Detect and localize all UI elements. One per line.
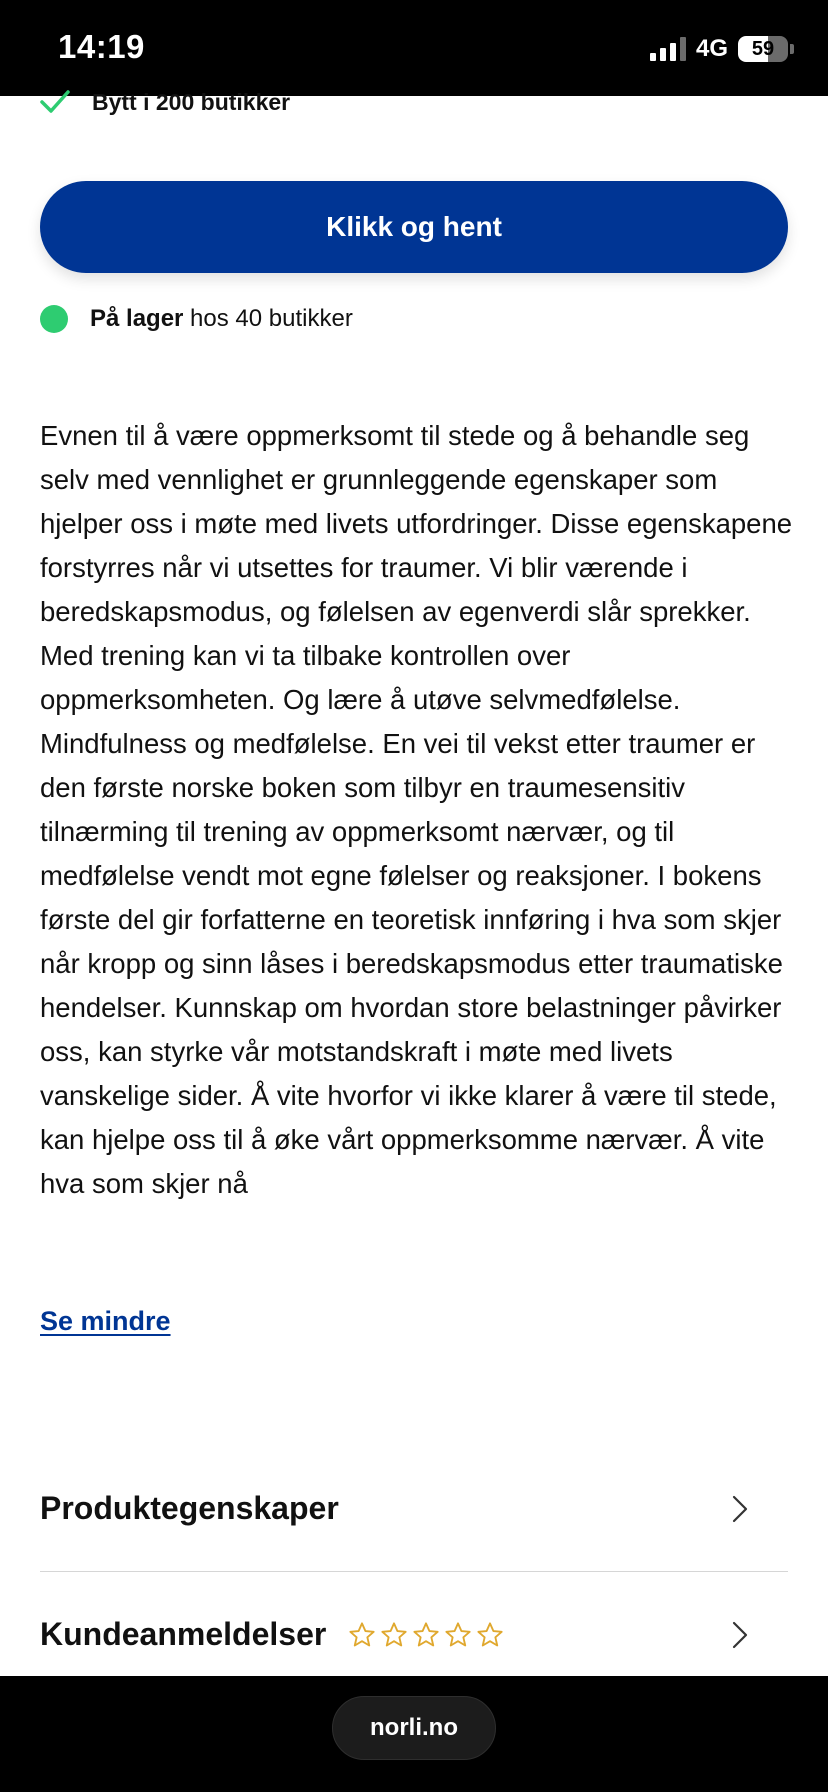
star-outline-icon bbox=[412, 1621, 440, 1649]
address-bar[interactable]: norli.no bbox=[332, 1696, 496, 1760]
signal-icon bbox=[650, 37, 686, 61]
status-time: 14:19 bbox=[58, 28, 145, 65]
network-type: 4G bbox=[695, 35, 728, 62]
star-outline-icon bbox=[476, 1621, 504, 1649]
battery-icon bbox=[738, 36, 788, 62]
star-outline-icon bbox=[444, 1621, 472, 1649]
star-outline-icon bbox=[380, 1621, 408, 1649]
star-outline-icon bbox=[348, 1621, 376, 1649]
stock-status bbox=[40, 301, 353, 337]
accordion-title-reviews: Kundeanmeldelser bbox=[40, 1616, 327, 1652]
in-stock-dot bbox=[40, 305, 68, 333]
browser-bottom-bar bbox=[0, 1676, 828, 1792]
rating-stars bbox=[348, 1621, 504, 1649]
product-description: Evnen til å være oppmerksomt til stede og å behandle seg selv med vennlighet er grunnleggende egenskaper som hjelper oss i møte med livets utfordringer. Disse egenskapene forstyrres når vi utsettes for traumer. Vi blir værende i beredskapsmodus, og følelsen av egenverdi slår sprekker. Med trening kan vi ta tilbake kontrollen over oppmerksomheten. Og lære å utøve selvmedfølelse. Mindfulness og medfølelse. En vei til vekst etter traumer er den første norske boken som tilbyr en traumesensitiv tilnærming til trening av oppmerksomt nærvær, og til medfølelse vendt mot egne følelser og reaksjoner. I bokens første del gir forfatterne en teoretisk innføring i hva som skjer når kropp og sinn låses i beredskapsmodus etter traumatiske hendelser. Kunnskap om hvordan store belastninger påvirker oss, kan styrke vår motstandskraft i møte med livets vanskelige sider. Å vite hvorfor vi ikke klarer å være til stede, kan hjelpe oss til å øke vårt oppmerksomme nærvær. Å vite hva som skjer nå bbox=[40, 420, 793, 1199]
see-less-link[interactable]: Se mindre bbox=[40, 1306, 171, 1336]
swap-in-store-row bbox=[40, 82, 290, 122]
accordion-product-properties[interactable] bbox=[40, 1446, 788, 1572]
swap-in-store-text: Bytt i 200 butikker bbox=[92, 88, 291, 115]
check-icon bbox=[40, 89, 70, 115]
accordion-title-properties: Produktegenskaper bbox=[40, 1490, 339, 1526]
stock-store-count: hos 40 butikker bbox=[183, 305, 353, 332]
chevron-right-icon bbox=[732, 1495, 748, 1523]
battery-level: 59 bbox=[751, 38, 775, 60]
click-and-collect-button[interactable]: Klikk og hent bbox=[40, 181, 788, 273]
battery-nub bbox=[790, 44, 794, 54]
stock-status-label: På lager bbox=[90, 305, 184, 332]
status-indicators bbox=[650, 34, 794, 64]
chevron-right-icon bbox=[732, 1621, 748, 1649]
stock-text bbox=[90, 305, 353, 333]
